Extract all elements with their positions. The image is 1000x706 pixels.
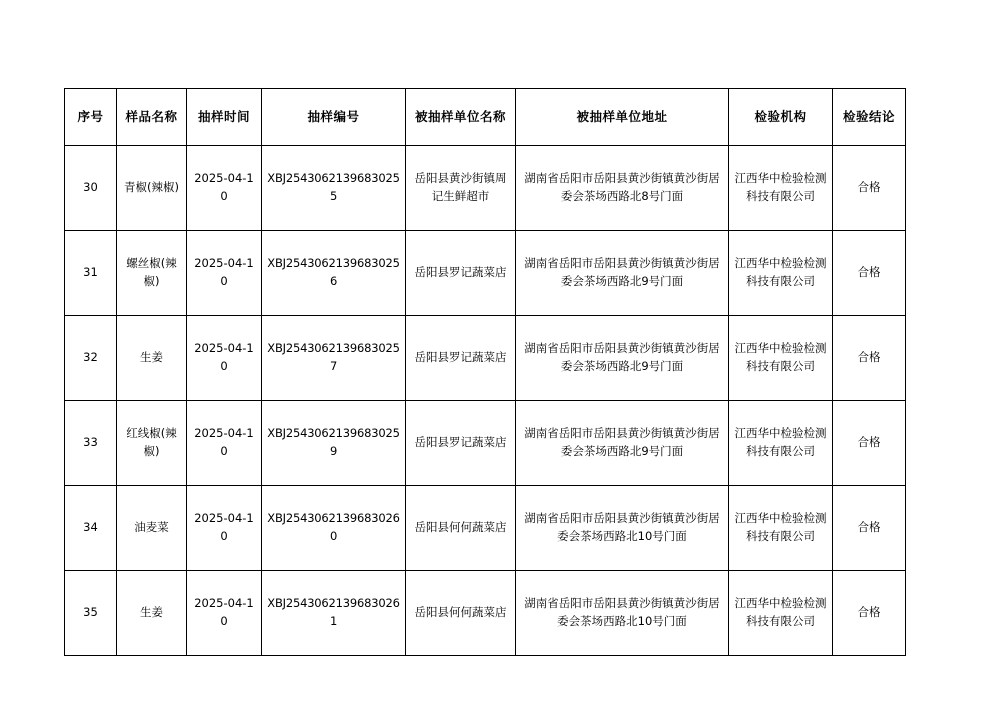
cell-no: 33 bbox=[65, 401, 117, 486]
cell-result: 合格 bbox=[833, 316, 906, 401]
cell-org: 江西华中检验检测科技有限公司 bbox=[729, 486, 833, 571]
table-header-row bbox=[65, 89, 906, 146]
cell-unit: 岳阳县罗记蔬菜店 bbox=[406, 401, 516, 486]
cell-name: 螺丝椒(辣椒) bbox=[117, 231, 187, 316]
cell-time: 2025-04-10 bbox=[187, 571, 262, 656]
cell-no: 35 bbox=[65, 571, 117, 656]
cell-result: 合格 bbox=[833, 401, 906, 486]
cell-time: 2025-04-10 bbox=[187, 486, 262, 571]
cell-addr: 湖南省岳阳市岳阳县黄沙街镇黄沙街居委会茶场西路北9号门面 bbox=[516, 316, 729, 401]
cell-addr: 湖南省岳阳市岳阳县黄沙街镇黄沙街居委会茶场西路北9号门面 bbox=[516, 401, 729, 486]
cell-time: 2025-04-10 bbox=[187, 316, 262, 401]
column-header-result: 检验结论 bbox=[833, 89, 906, 146]
cell-no: 34 bbox=[65, 486, 117, 571]
table-row bbox=[65, 571, 906, 656]
cell-time: 2025-04-10 bbox=[187, 146, 262, 231]
cell-name: 红线椒(辣椒) bbox=[117, 401, 187, 486]
cell-org: 江西华中检验检测科技有限公司 bbox=[729, 316, 833, 401]
column-header-time: 抽样时间 bbox=[187, 89, 262, 146]
cell-no: 31 bbox=[65, 231, 117, 316]
cell-time: 2025-04-10 bbox=[187, 231, 262, 316]
cell-unit: 岳阳县何何蔬菜店 bbox=[406, 486, 516, 571]
cell-org: 江西华中检验检测科技有限公司 bbox=[729, 146, 833, 231]
cell-unit: 岳阳县何何蔬菜店 bbox=[406, 571, 516, 656]
inspection-results-table bbox=[64, 88, 906, 656]
cell-no: 32 bbox=[65, 316, 117, 401]
cell-name: 生姜 bbox=[117, 571, 187, 656]
cell-addr: 湖南省岳阳市岳阳县黄沙街镇黄沙街居委会茶场西路北8号门面 bbox=[516, 146, 729, 231]
cell-unit: 岳阳县黄沙街镇周记生鲜超市 bbox=[406, 146, 516, 231]
cell-unit: 岳阳县罗记蔬菜店 bbox=[406, 231, 516, 316]
cell-code: XBJ25430621396830261 bbox=[262, 571, 406, 656]
cell-code: XBJ25430621396830256 bbox=[262, 231, 406, 316]
inspection-results-table-wrapper bbox=[64, 88, 895, 656]
cell-addr: 湖南省岳阳市岳阳县黄沙街镇黄沙街居委会茶场西路北9号门面 bbox=[516, 231, 729, 316]
table-row bbox=[65, 486, 906, 571]
column-header-org: 检验机构 bbox=[729, 89, 833, 146]
table-body bbox=[65, 146, 906, 656]
column-header-code: 抽样编号 bbox=[262, 89, 406, 146]
cell-result: 合格 bbox=[833, 571, 906, 656]
table-row bbox=[65, 401, 906, 486]
cell-name: 油麦菜 bbox=[117, 486, 187, 571]
cell-code: XBJ25430621396830255 bbox=[262, 146, 406, 231]
cell-org: 江西华中检验检测科技有限公司 bbox=[729, 571, 833, 656]
cell-addr: 湖南省岳阳市岳阳县黄沙街镇黄沙街居委会茶场西路北10号门面 bbox=[516, 571, 729, 656]
cell-addr: 湖南省岳阳市岳阳县黄沙街镇黄沙街居委会茶场西路北10号门面 bbox=[516, 486, 729, 571]
table-row bbox=[65, 146, 906, 231]
cell-name: 生姜 bbox=[117, 316, 187, 401]
table-row bbox=[65, 316, 906, 401]
cell-unit: 岳阳县罗记蔬菜店 bbox=[406, 316, 516, 401]
column-header-no: 序号 bbox=[65, 89, 117, 146]
table-header bbox=[65, 89, 906, 146]
cell-result: 合格 bbox=[833, 231, 906, 316]
cell-no: 30 bbox=[65, 146, 117, 231]
column-header-unit: 被抽样单位名称 bbox=[406, 89, 516, 146]
cell-code: XBJ25430621396830259 bbox=[262, 401, 406, 486]
cell-time: 2025-04-10 bbox=[187, 401, 262, 486]
cell-name: 青椒(辣椒) bbox=[117, 146, 187, 231]
cell-result: 合格 bbox=[833, 146, 906, 231]
cell-org: 江西华中检验检测科技有限公司 bbox=[729, 231, 833, 316]
cell-org: 江西华中检验检测科技有限公司 bbox=[729, 401, 833, 486]
table-row bbox=[65, 231, 906, 316]
cell-code: XBJ25430621396830260 bbox=[262, 486, 406, 571]
column-header-name: 样品名称 bbox=[117, 89, 187, 146]
column-header-addr: 被抽样单位地址 bbox=[516, 89, 729, 146]
cell-result: 合格 bbox=[833, 486, 906, 571]
cell-code: XBJ25430621396830257 bbox=[262, 316, 406, 401]
